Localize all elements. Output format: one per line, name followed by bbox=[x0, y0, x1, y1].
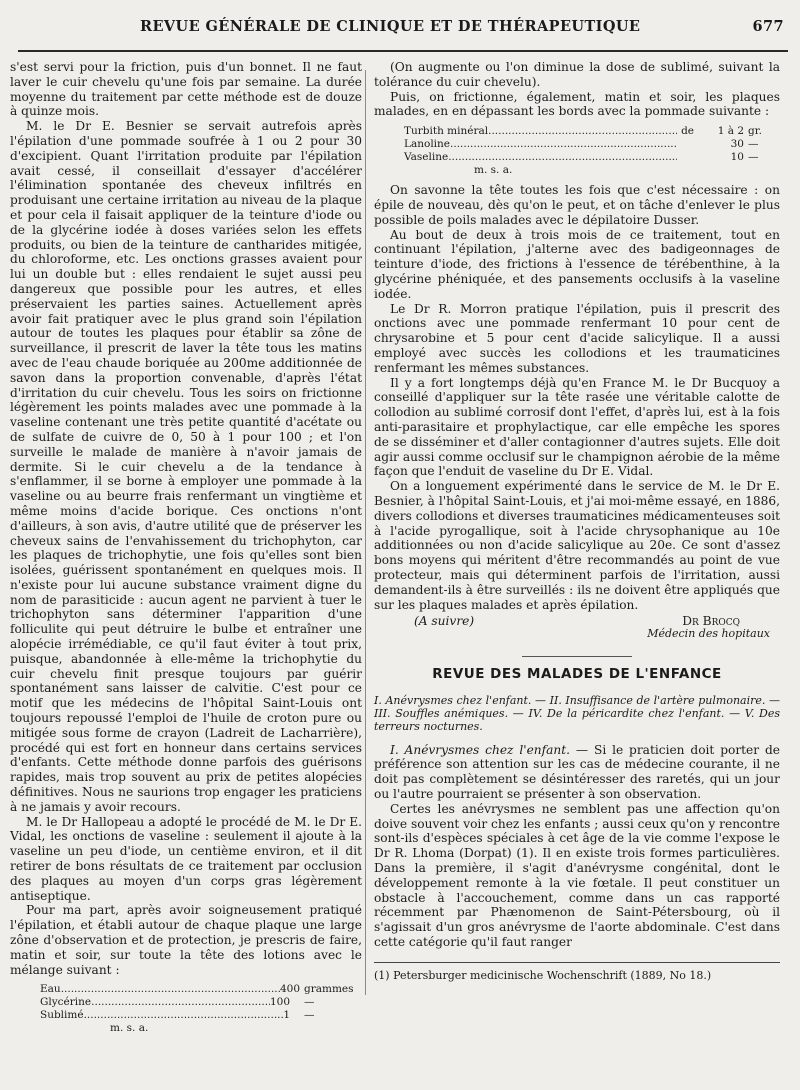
unit: — bbox=[748, 138, 759, 151]
leader-dots bbox=[488, 125, 677, 138]
quantity: 1 bbox=[283, 1009, 290, 1022]
leader-dots bbox=[84, 1009, 284, 1022]
section-summary: I. Anévrysmes chez l'enfant. — II. Insuffisance de l'artère pulmonaire. — III. Souffles anémiques. — IV. De la péricardite chez l'enfant. — V. Des terreurs nocturnes. bbox=[374, 693, 780, 733]
paragraph: Certes les anévrysmes ne semblent pas une affection qu'on doive souvent voir chez les enfants ; aussi ceux qu'on y rencontre sont-ils d'espèces spéciales à cet âge de la vie comme l'expose le Dr R. Lhoma (Dorpat) (1). Il en existe trois formes particulières. Dans la première, il s'agit d'anévrysme congénital, dont le développement remonte à la vie fœtale. Il peut constituer un obstacle à l'accouchement, comme dans un cas rapporté récemment par Phænomenon de Saint-Pétersbourg, où il s'agissait d'un gros anévrysme de l'aorte abdominale. C'est dans cette catégorie qu'il faut ranger bbox=[374, 801, 780, 950]
paragraph: (On augmente ou l'on diminue la dose de sublimé, suivant la tolérance du cuir chevelu). bbox=[374, 60, 780, 89]
paragraph: Au bout de deux à trois mois de ce traitement, tout en continuant l'épilation, j'alterne avec des badigeonnages de teinture d'iode, des frictions à l'essence de térébenthine, à la glycérine phéniquée, et des pansements occlusifs à la vaseline iodée. bbox=[374, 227, 780, 301]
formula-row bbox=[40, 996, 362, 1009]
footnote-rule bbox=[374, 962, 780, 963]
ingredient: Glycérine bbox=[40, 996, 92, 1009]
unit: — bbox=[304, 996, 315, 1009]
ingredient: Lanoline bbox=[404, 138, 451, 151]
formula-msa: m. s. a. bbox=[110, 1022, 149, 1035]
footnote: (1) Petersburger medicinische Wochenschrift (1889, No 18.) bbox=[374, 968, 712, 982]
right-column bbox=[374, 60, 780, 984]
author-title: Médecin des hopitaux bbox=[647, 627, 770, 641]
unit: — bbox=[304, 1009, 315, 1022]
paragraph: M. le Dr Hallopeau a adopté le procédé de M. le Dr E. Vidal, les onctions de vaseline : seulement il ajoute à la vaseline un peu d'iode, un centième environ, et il dit retirer de bons résultats de ce traitement par occlusion des plaques au moyen d'un corps gras légèrement antiseptique. bbox=[10, 814, 362, 903]
paragraph: On a longuement expérimenté dans le service de M. le Dr E. Besnier, à l'hôpital Saint-Louis, et j'ai moi-même essayé, en 1886, divers collodions et diverses traumaticines médicamenteuses soit à l'acide pyrogallique, soit à l'acide chrysophanique au 10e additionnées ou non d'acide salicylique au 20e. Ce sont d'assez bons moyens qui méritent d'être recommandés au point de vue protecteur, mais qui déterminent parfois de l'irritation, aussi demandent-ils à être surveillés : ils ne doivent être appliqués que sur les plaques malades et après épilation. bbox=[374, 479, 780, 612]
author-name: Dr Brocq bbox=[682, 614, 740, 629]
paragraph: M. le Dr E. Besnier se servait autrefois après l'épilation d'une pommade soufrée à 1 ou 2 pour 30 d'excipient. Quant l'irritation produite par l'épilation avait cessé, il conseillait d'essayer d'accélérer l'élimination spontanée des cheveux infiltrés en produisant une certaine irritation au niveau de la plaque et pour cela il faisait appliquer de la teinture d'iode ou de la glycérine iodée à doses variées selon les effets produits, ou bien de la teinture de cantharides mitigée, du chloroforme, etc. Les onctions grasses avaient pour lui un double but : elles rendaient le sujet aussi peu dangereux que possible pour les autres, et elles préservaient les parties saines. Actuellement après avoir fait pratiquer avec le plus grand soin l'épilation autour de toutes les plaques pour établir sa zône de surveillance, il prescrit de laver la tête tous les matins avec de l'eau chaude boriquée au 200me additionnée de savon dans la proportion convenable, d'après l'état d'irritation du cuir chevelu. Tous les soirs on frictionne légèrement les points malades avec une pommade à la vaseline contenant une très petite quantité d'acétate ou de sulfate de cuivre de 0, 50 à 1 pour 100 ; et l'on surveille le malade de manière à n'avoir jamais de dermite. Si le cuir chevelu a de la tendance à s'enflammer, il se borne à employer une pommade à la vaseline ou au beurre frais renfermant un vingtième et même moins d'acide borique. Ces onctions n'ont d'ailleurs, à son avis, d'autre utilité que de préserver les cheveux sains de l'envahissement du trichophyton, car les plaques de trichophytie, une fois qu'elles sont bien isolées, guérissent spontanément en quelques mois. Il n'existe pour lui aucune substance vraiment digne du nom de parasiticide : aucun agent ne parvient à tuer le trichophyton sans déterminer l'apparition d'une folliculite qui peut détruire le bulbe et entraîner une alopécie irrémédiable, ce qu'il faut éviter à tout prix, puisque, abandonnée à elle-même la trichophytie du cuir chevelu finit presque toujours par guérir spontanément sans laisser de calvitie. C'est pour ce motif que les médecins de l'hôpital Saint-Louis ont toujours repoussé l'emploi de l'huile de croton pure ou mitigée sous forme de crayon (Ladreit de Lacharrière), procédé qui est fort en honneur dans certains services d'enfants. Cette méthode donne parfois des guérisons rapides, mais trop souvent au prix de petites alopécies définitives. Nous ne saurions trop engager les praticiens à ne jamais y avoir recours. bbox=[10, 119, 362, 814]
column-divider bbox=[365, 70, 366, 995]
formula-row bbox=[404, 125, 780, 138]
sub-heading: I. Anévrysmes chez l'enfant. bbox=[390, 742, 571, 757]
ingredient: Vaseline bbox=[404, 151, 449, 164]
paragraph-text: — Si le praticien doit porter de préférence son attention sur les cas de médecine courante, il ne doit pas complètement se désintéresser des raretés, qui un jour ou l'autre pourraient se présenter à son observation. bbox=[374, 742, 780, 802]
prescription-pommade bbox=[404, 125, 780, 177]
leader-dots bbox=[450, 138, 677, 151]
leader-dots bbox=[91, 996, 270, 1009]
to-be-continued: (A suivre) bbox=[414, 614, 475, 629]
section-title: REVUE DES MALADES DE L'ENFANCE bbox=[432, 665, 722, 682]
paragraph: Pour ma part, après avoir soigneusement pratiqué l'épilation, et établi autour de chaque plaque une large zône d'observation et de protection, je prescris de faire, matin et soir, sur toute la tête des lotions avec le mélange suivant : bbox=[10, 903, 362, 977]
paragraph: s'est servi pour la friction, puis d'un bonnet. Il ne faut laver le cuir chevelu qu'une fois par semaine. La durée moyenne du traitement par cette méthode est de douze à quinze mois. bbox=[10, 60, 362, 119]
quantity: 10 bbox=[730, 151, 744, 164]
running-title: REVUE GÉNÉRALE DE CLINIQUE ET DE THÉRAPEUTIQUE bbox=[140, 18, 641, 35]
paragraph: Il y a fort longtemps déjà qu'en France M. le Dr Bucquoy a conseillé d'appliquer sur la tête rasée une véritable calotte de collodion au sublimé corrosif dont l'effet, d'après lui, est à la fois anti-parasitaire et prophylactique, car elle empêche les spores de se disséminer et d'aller contagionner d'autres sujets. Elle doit agir aussi comme occlusif sur le champignon aérobie de la même façon que l'enduit de vaseline du Dr E. Vidal. bbox=[374, 375, 780, 479]
paragraph: Le Dr R. Morron pratique l'épilation, puis il prescrit des onctions avec une pommade renfermant 10 pour cent de chrysarobine et 5 pour cent d'acide salicylique. Il a aussi employé avec succès les collodions et les traumaticines renfermant les mêmes substances. bbox=[374, 301, 780, 375]
ingredient: Sublimé bbox=[40, 1009, 84, 1022]
leader-dots bbox=[61, 983, 280, 996]
formula-row bbox=[40, 1009, 362, 1022]
unit: — bbox=[748, 151, 759, 164]
unit: grammes bbox=[304, 983, 354, 996]
formula-msa: m. s. a. bbox=[474, 164, 513, 177]
ingredient: Turbith minéral bbox=[404, 125, 489, 138]
ingredient: Eau bbox=[40, 983, 61, 996]
paragraph bbox=[374, 743, 780, 802]
section-rule bbox=[522, 656, 632, 657]
quantity: 400 bbox=[279, 983, 300, 996]
quantity: 1 à 2 bbox=[717, 125, 744, 138]
left-column bbox=[10, 60, 362, 1041]
quantity: 30 bbox=[730, 138, 744, 151]
formula-row bbox=[404, 138, 780, 151]
formula-row bbox=[404, 151, 780, 164]
prescription-lotion bbox=[40, 983, 362, 1035]
paragraph: Puis, on frictionne, également, matin et soir, les plaques malades, en en dépassant les bords avec la pommade suivante : bbox=[374, 89, 780, 119]
header-rule bbox=[18, 50, 788, 52]
leader-dots bbox=[448, 151, 677, 164]
quantity-prefix: de bbox=[681, 125, 694, 138]
formula-row bbox=[40, 983, 362, 996]
page-number: 677 bbox=[752, 18, 784, 35]
unit: gr. bbox=[748, 125, 762, 138]
quantity: 100 bbox=[269, 996, 290, 1009]
paragraph: On savonne la tête toutes les fois que c'est nécessaire : on épile de nouveau, dès qu'on le peut, et on tâche d'enlever le plus possible de poils malades avec le dépilatoire Dusser. bbox=[374, 183, 780, 227]
